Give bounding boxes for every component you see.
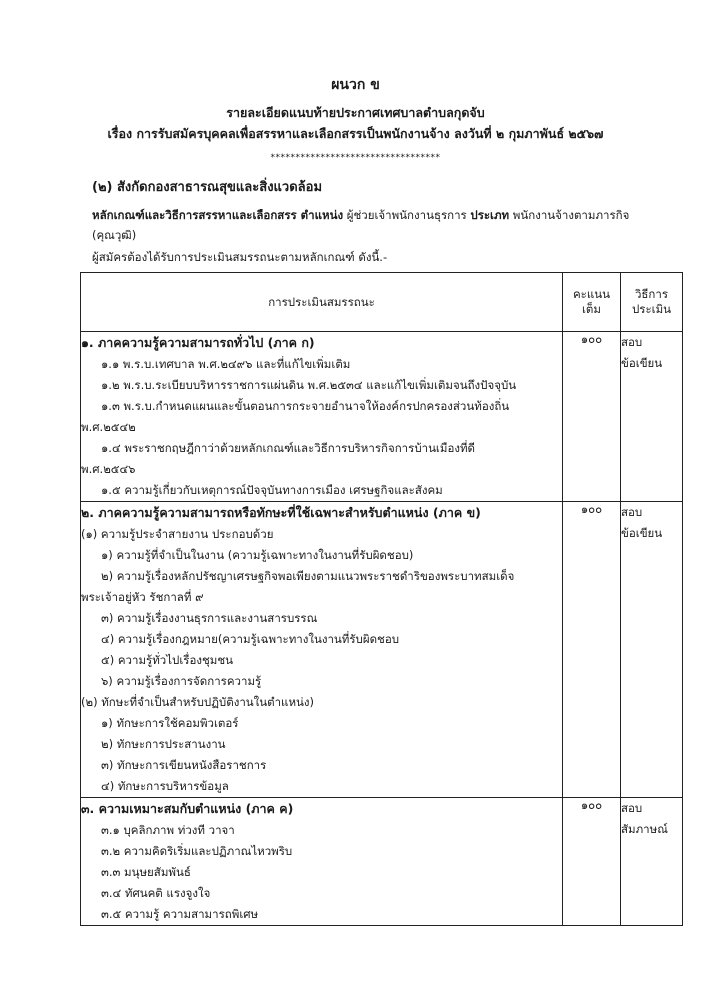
criteria-label: หลักเกณฑ์และวิธีการสรรหาและเลือกสรร ตำแหน่ง — [92, 208, 344, 222]
appendix-title: ผนวก ข — [331, 77, 380, 93]
type-label: ประเภท — [470, 208, 510, 222]
list-item: พระเจ้าอยู่หัว รัชกาลที่ ๙ — [81, 590, 204, 604]
list-item: ๑.๕ ความรู้เกี่ยวกับเหตุการณ์ปัจจุบันทางการเมือง เศรษฐกิจและสังคม — [101, 483, 443, 497]
qualification-note: (คุณวุฒิ) — [92, 228, 137, 242]
header-method-line1: วิธีการ — [634, 287, 669, 302]
list-item: ๓) ความรู้เรื่องงานธุรการและงานสารบรรณ — [101, 611, 318, 625]
announcement-title: รายละเอียดแนบท้ายประกาศเทศบาลตำบลกุดจับ — [226, 105, 485, 120]
section-heading: (๒) สังกัดกองสาธารณสุขและสิ่งแวดล้อม — [92, 180, 323, 195]
header-score-line1: คะแนน — [572, 287, 610, 302]
list-item: (๒) ทักษะที่จำเป็นสำหรับปฏิบัติงานในตำแหน่ง) — [81, 695, 314, 709]
intro-text: ผู้สมัครต้องได้รับการประเมินสมรรถนะตามหลักเกณฑ์ ดังนี้.- — [92, 250, 388, 264]
list-item: ๓.๒ ความคิดริเริ่มและปฏิภาณไหวพริบ — [101, 844, 293, 858]
list-item: ๔) ทักษะการบริหารข้อมูล — [101, 779, 229, 793]
assessment-cell — [81, 798, 563, 926]
table-header-row — [81, 273, 683, 332]
list-item: ๕) ความรู้ทั่วไปเรื่องชุมชน — [101, 653, 234, 667]
list-item: ๑) ทักษะการใช้คอมพิวเตอร์ — [101, 716, 239, 730]
score-cell: ๑๐๐ — [563, 332, 621, 502]
header-score — [563, 273, 621, 332]
criteria-paragraph — [92, 205, 632, 245]
method-line2: ข้อเขียน — [621, 356, 663, 370]
list-item: ๖) ความรู้เรื่องการจัดการความรู้ — [101, 674, 262, 688]
list-item: ๑.๓ พ.ร.บ.กำหนดแผนและขั้นตอนการกระจายอำนาจให้องค์กรปกครองส่วนท้องถิ่น — [101, 399, 510, 413]
method-line1: สอบ — [621, 335, 643, 349]
row-title: ๒. ภาคความรู้ความสามารถหรือทักษะที่ใช้เฉพาะสำหรับตำแหน่ง (ภาค ข) — [81, 505, 481, 520]
list-item: พ.ศ.๒๕๔๖ — [81, 462, 136, 476]
assessment-cell — [81, 332, 563, 502]
row-title: ๑. ภาคความรู้ความสามารถทั่วไป (ภาค ก) — [81, 335, 315, 350]
score-cell: ๑๐๐ — [563, 798, 621, 926]
method-line1: สอบ — [621, 801, 643, 815]
type-value: พนักงานจ้างตามภารกิจ — [512, 208, 630, 222]
list-item: ๔) ความรู้เรื่องกฎหมาย(ความรู้เฉพาะทางในงานที่รับผิดชอบ — [101, 632, 400, 646]
list-item: ๑.๒ พ.ร.บ.ระเบียบบริหารราชการแผ่นดิน พ.ศ.๒๕๓๔ และแก้ไขเพิ่มเติมจนถึงปัจจุบัน — [101, 378, 517, 392]
list-item: ๑) ความรู้ที่จำเป็นในงาน (ความรู้เฉพาะทางในงานที่รับผิดชอบ) — [101, 548, 414, 562]
score-cell: ๑๐๐ — [563, 502, 621, 798]
table-row — [81, 798, 683, 926]
method-line1: สอบ — [621, 505, 643, 519]
list-item: พ.ศ.๒๕๔๒ — [81, 420, 136, 434]
header-method — [621, 273, 683, 332]
list-item: ๓.๕ ความรู้ ความสามารถพิเศษ — [101, 907, 259, 921]
list-item: ๓) ทักษะการเขียนหนังสือราชการ — [101, 758, 267, 772]
subject-line: เรื่อง การรับสมัครบุคคลเพื่อสรรหาและเลือกสรรเป็นพนักงานจ้าง ลงวันที่ ๒ กุมภาพันธ์ ๒๕๖๗ — [107, 126, 604, 141]
list-item: ๒) ความรู้เรื่องหลักปรัชญาเศรษฐกิจพอเพียงตามแนวพระราชดำริของพระบาทสมเด็จ — [101, 569, 515, 583]
assessment-table — [80, 272, 683, 926]
header-assessment: การประเมินสมรรถนะ — [81, 273, 563, 332]
method-cell — [621, 502, 683, 798]
method-line2: ข้อเขียน — [621, 526, 663, 540]
method-cell — [621, 798, 683, 926]
assessment-cell — [81, 502, 563, 798]
method-line2: สัมภาษณ์ — [621, 822, 668, 836]
list-item: (๑) ความรู้ประจำสายงาน ประกอบด้วย — [81, 527, 274, 541]
separator: ********************************** — [270, 153, 441, 163]
list-item: ๑.๑ พ.ร.บ.เทศบาล พ.ศ.๒๔๙๖ และที่แก้ไขเพิ่มเติม — [101, 357, 351, 371]
table-row — [81, 502, 683, 798]
row-title: ๓. ความเหมาะสมกับตำแหน่ง (ภาค ค) — [81, 801, 294, 816]
table-row — [81, 332, 683, 502]
list-item: ๓.๑ บุคลิกภาพ ท่วงที วาจา — [101, 823, 235, 837]
list-item: ๒) ทักษะการประสานงาน — [101, 737, 226, 751]
list-item: ๓.๓ มนุษยสัมพันธ์ — [101, 865, 191, 879]
list-item: ๑.๔ พระราชกฤษฎีกาว่าด้วยหลักเกณฑ์และวิธีการบริหารกิจการบ้านเมืองที่ดี — [101, 441, 476, 455]
header-score-line2: เต็ม — [582, 302, 601, 316]
position-name: ผู้ช่วยเจ้าพนักงานธุรการ — [346, 208, 467, 222]
list-item: ๓.๔ ทัศนคติ แรงจูงใจ — [101, 886, 211, 900]
header-method-line2: ประเมิน — [631, 302, 672, 316]
method-cell — [621, 332, 683, 502]
